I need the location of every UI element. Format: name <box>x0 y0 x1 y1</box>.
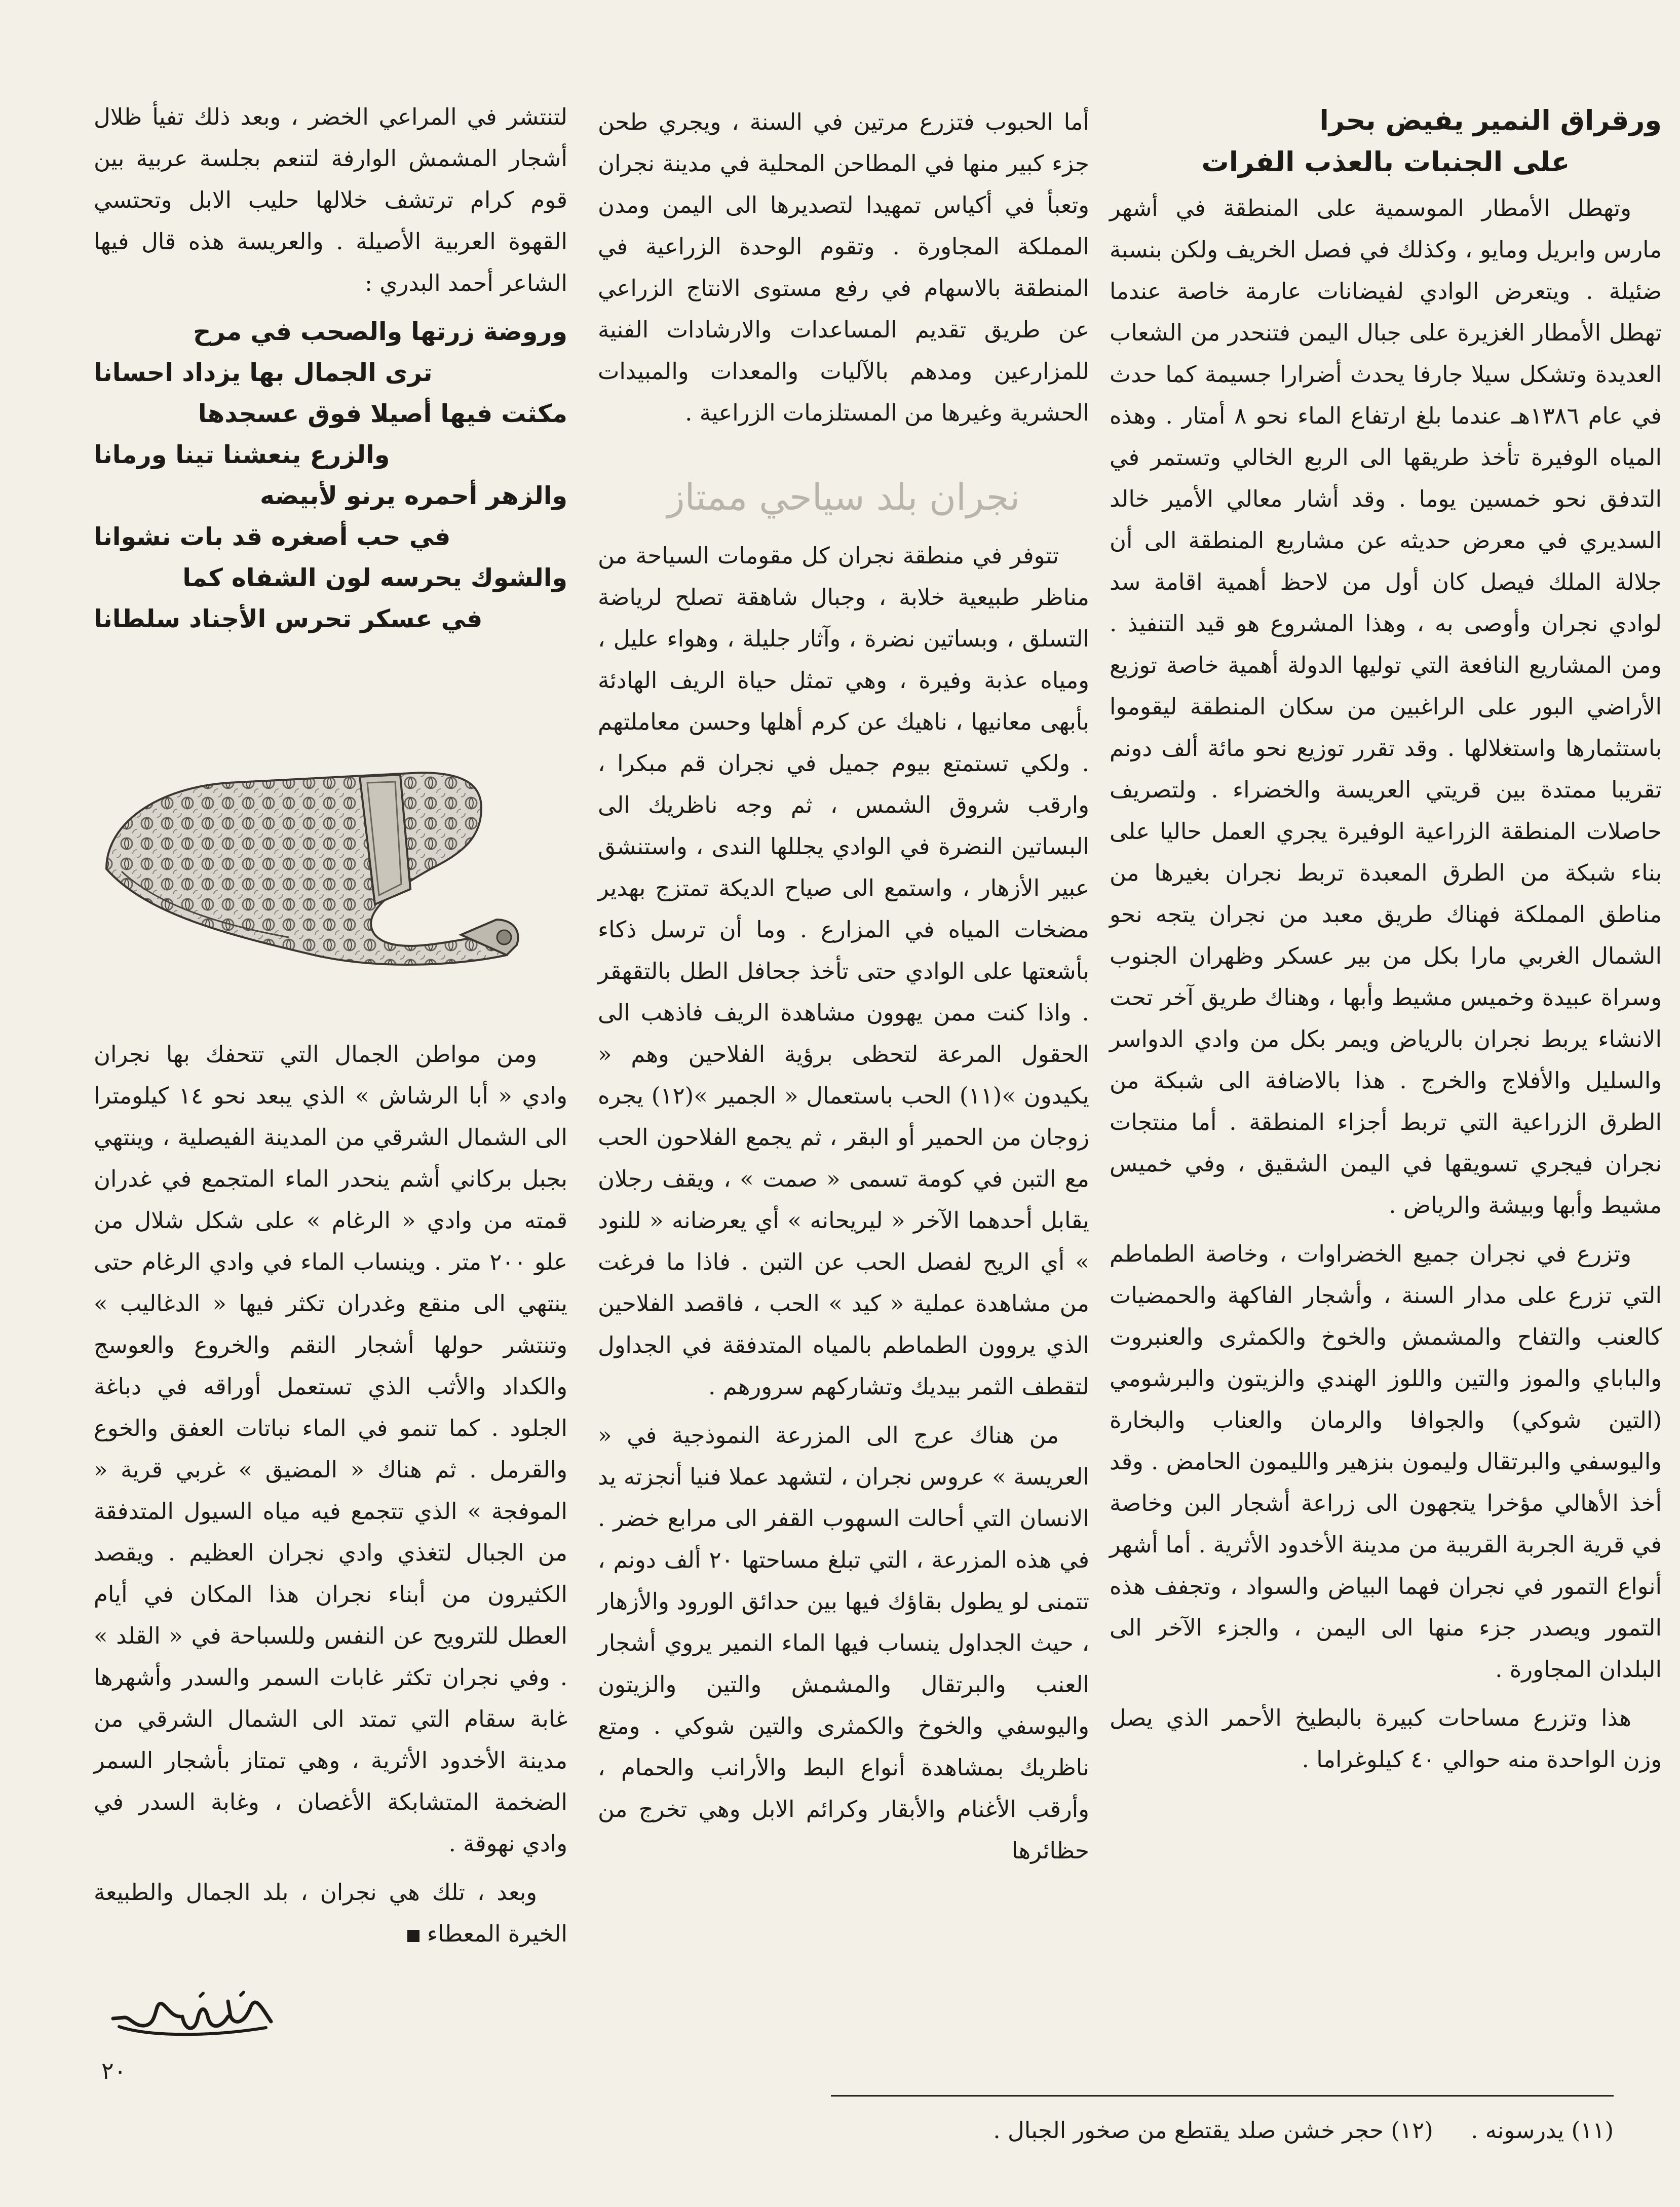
paragraph: وتزرع في نجران جميع الخضراوات ، وخاصة الطماطم التي تزرع على مدار السنة ، وأشجار الفاكهة والحمضيات كالعنب والتفاح والمشمش والخوخ والكمثرى والعنبروت والباباي والموز والتين واللوز الهندي والزيتون والبرشومي (التين شوكي) والجوافا والرمان والعناب والبخارة واليوسفي والبرتقال وليمون بنزهير والليمون الحامض . وقد أخذ الأهالي مؤخرا يتجهون الى زراعة أشجار البن وخاصة في قرية الجربة القريبة من مدينة الأخدود الأثرية . أما أشهر أنواع التمور في نجران فهما البياض والسواد ، وتجفف هذه التمور ويصدر جزء منها الى اليمن ، والجزء الآخر الى البلدان المجاورة . <box>1110 1240 1662 1683</box>
paragraph: من هناك عرج الى المزرعة النموذجية في « العريسة » عروس نجران ، لتشهد عملا فنيا أنجزته يد الانسان التي أحالت السهوب القفر الى مرابع خضر . في هذه المزرعة ، التي تبلغ مساحتها ٢٠ ألف دونم ، تتمنى لو يطول بقاؤك فيها بين حدائق الورود والأزهار ، حيث الجداول ينساب فيها الماء النمير يروي أشجار العنب والبرتقال والمشمش والتين والزيتون واليوسفي والخوخ والكمثرى والتين شوكي . ومتع ناظريك بمشاهدة أنواع البط والأرانب والحمام ، وأرقب الأغنام والأبقار وكرائم الابل وهي تخرج من حظائرها <box>598 1422 1089 1864</box>
article-column-right <box>1110 101 1662 1996</box>
poem-line: وروضة زرتها والصحب في مرح <box>193 317 567 346</box>
poem-line: والزرع ينعشنا تينا ورمانا <box>94 440 390 469</box>
poem <box>94 311 567 639</box>
poem-line: في عسكر تحرس الأجناد سلطانا <box>94 604 483 633</box>
verse-heading-line-1: ورقراق النمير يفيض بحرا <box>1319 104 1662 136</box>
footnote-divider <box>831 2095 1614 2097</box>
author-signature <box>109 1986 276 2042</box>
page-number: ٢٠ <box>101 2057 127 2084</box>
paragraph: ومن مواطن الجمال التي تتحفك بها نجران وادي « أبا الرشاش » الذي يبعد نحو ١٤ كيلومترا الى الشمال الشرقي من المدينة الفيصلية ، وينتهي بجبل بركاني أشم ينحدر الماء المتجمع في غدران قمته من وادي « الرغام » على شكل شلال من علو ٢٠٠ متر . وينساب الماء في وادي الرغام حتى ينتهي الى منقع وغدران تكثر فيها « الدغاليب » وتنتشر حولها أشجار النقم والخروع والعوسج والكداد والأثب الذي تستعمل أوراقه في دباغة الجلود . كما تنمو في الماء نباتات العفق والخوع والقرمل . ثم هناك « المضيق » غربي قرية « الموفجة » الذي تتجمع فيه مياه السيول المتدفقة من الجبال لتغذي وادي نجران العظيم . ويقصد الكثيرون من أبناء نجران هذا المكان في أيام العطل للترويح عن النفس وللسباحة في « القلد » . وفي نجران تكثر غابات السمر والسدر وأشهرها غابة سقام التي تمتد الى الشمال الشرقي من مدينة الأخدود الأثرية ، وهي تمتاز بأشجار السمر الضخمة المتشابكة الأغصان ، وغابة السدر في وادي نهوقة . <box>94 1041 567 1857</box>
article-column-middle <box>598 101 1089 2067</box>
paragraph <box>94 1872 567 1955</box>
paragraph: لتنتشر في المراعي الخضر ، وبعد ذلك تفيأ ظلال أشجار المشمش الوارفة لتنعم بجلسة عربية بين قوم كرام ترتشف خلالها حليب الابل وتحتسي القهوة العربية الأصيلة . والعريسة هذه قال فيها الشاعر أحمد البدري : <box>94 103 567 296</box>
paragraph: تتوفر في منطقة نجران كل مقومات السياحة من مناظر طبيعية خلابة ، وجبال شاهقة تصلح لرياضة التسلق ، وبساتين نضرة ، وآثار جليلة ، وهواء عليل ، ومياه عذبة وفيرة ، وهي تمثل حياة الريف الهادئة بأبهى معانيها ، ناهيك عن كرم أهلها وحسن معاملتهم . ولكي تستمتع بيوم جميل في نجران قم مبكرا ، وارقب شروق الشمس ، ثم وجه ناظريك الى البساتين النضرة في الوادي يجللها الندى ، واستنشق عبير الأزهار ، واستمع الى صياح الديكة تمتزج بهدير مضخات المياه في المزارع . وما أن ترسل ذكاء بأشعتها على الوادي حتى تأخذ جحافل الطل بالتقهقر . واذا كنت ممن يهوون مشاهدة الريف فاذهب الى الحقول المرعة لتحظى برؤية الفلاحين وهم « يكيدون »(١١) الحب باستعمال « الجمير »(١٢) يجره زوجان من الحمير أو البقر ، ثم يجمع الفلاحون الحب مع التبن في كومة تسمى « صمت » ، ويقف رجلان يقابل أحدهما الآخر « ليريحانه » أي يعرضانه « للنود » أي الريح لفصل الحب عن التبن . فاذا ما فرغت من مشاهدة عملية « كيد » الحب ، فاقصد الفلاحين الذي يروون الطماطم بالمياه المتدفقة في الجداول لتقطف الثمر بيديك وتشاركهم سرورهم . <box>598 542 1090 1400</box>
footnotes <box>831 2108 1614 2158</box>
section-title: نجران بلد سياحي ممتاز <box>667 476 1020 518</box>
poem-line: ترى الجمال بها يزداد احسانا <box>94 358 433 387</box>
closing-sentence: وبعد ، تلك هي نجران ، بلد الجمال والطبيعة الخيرة المعطاء <box>94 1879 567 1947</box>
footnote-12: (١٢) حجر خشن صلد يقتطع من صخور الجبال . <box>993 2117 1433 2144</box>
paragraph: وتهطل الأمطار الموسمية على المنطقة في أشهر مارس وابريل ومايو ، وكذلك في فصل الخريف ولكن بنسبة ضئيلة . ويتعرض الوادي لفيضانات عارمة خاصة عندما تهطل الأمطار الغزيرة على جبال اليمن فتنحدر من الشعاب العديدة وتشكل سيلا جارفا يحدث أضرارا جسيمة كما حدث في عام ١٣٨٦هـ عندما بلغ ارتفاع الماء نحو ٨ أمتار . وهذه المياه الوفيرة تأخذ طريقها الى الربع الخالي وتستمر في التدفق نحو خمسين يوما . وقد أشار معالي الأمير خالد السديري في معرض حديثه عن مشاريع المنطقة الى أن جلالة الملك فيصل كان أول من لاحظ أهمية اقامة سد لوادي نجران وأوصى به ، وهذا المشروع هو قيد التنفيذ . ومن المشاريع النافعة التي توليها الدولة أهمية خاصة توزيع الأراضي البور على الراغبين من سكان المنطقة ليقوموا باستثمارها واستغلالها . وقد تقرر توزيع نحو مائة ألف دونم تقريبا ممتدة بين قريتي العريسة والخضراء . ولتصريف حاصلات المنطقة الزراعية الوفيرة يجري العمل حاليا على بناء شبكة من الطرق المعبدة تربط نجران بغيرها من مناطق المملكة فهناك طريق معبد من نجران يتجه نحو الشمال الغربي مارا بكل من بير عسكر وظهران الجنوب وسراة عبيدة وخميس مشيط وأبها ، وهناك طريق آخر تحت الانشاء يربط نجران بالرياض ويمر بكل من وادي الدواسر والسليل والأفلاج والخرج . هذا بالاضافة الى شبكة من الطرق الزراعية التي تربط أجزاء المنطقة . أما منتجات نجران فيجري تسويقها في اليمن الشقيق ، وفي خميس مشيط وأبها وبيشة والرياض . <box>1110 195 1662 1219</box>
poem-line: مكثت فيها أصيلا فوق عسجدها <box>198 399 567 428</box>
article-column-left-top <box>94 96 567 679</box>
verse-heading-line-2: على الجنبات بالعذب الفرات <box>1201 146 1570 178</box>
article-column-left-bottom <box>94 1034 567 1956</box>
poem-line: والزهر أحمره يرنو لأبيضه <box>259 481 567 510</box>
paragraph: أما الحبوب فتزرع مرتين في السنة ، ويجري طحن جزء كبير منها في المطاحن المحلية في مدينة نجران وتعبأ في أكياس تمهيدا لتصديرها الى اليمن ومدن المملكة المجاورة . وتقوم الوحدة الزراعية في المنطقة بالاسهام في رفع مستوى الانتاج الزراعي عن طريق تقديم المساعدات والارشادات الفنية للمزارعين ومدهم بالآليات والمعدات والمبيدات الحشرية وغيرها من المستلزمات الزراعية . <box>598 108 1089 426</box>
paragraph: هذا وتزرع مساحات كبيرة بالبطيخ الأحمر الذي يصل وزن الواحدة منه حوالي ٤٠ كيلوغراما . <box>1110 1704 1662 1773</box>
dagger-sheath-illustration <box>76 752 562 975</box>
end-of-article-mark <box>407 1930 419 1942</box>
poem-line: في حب أصغره قد بات نشوانا <box>94 522 451 551</box>
poem-line: والشوك يحرسه لون الشفاه كما <box>182 563 567 592</box>
footnote-11: (١١) يدرسونه . <box>1471 2117 1614 2144</box>
